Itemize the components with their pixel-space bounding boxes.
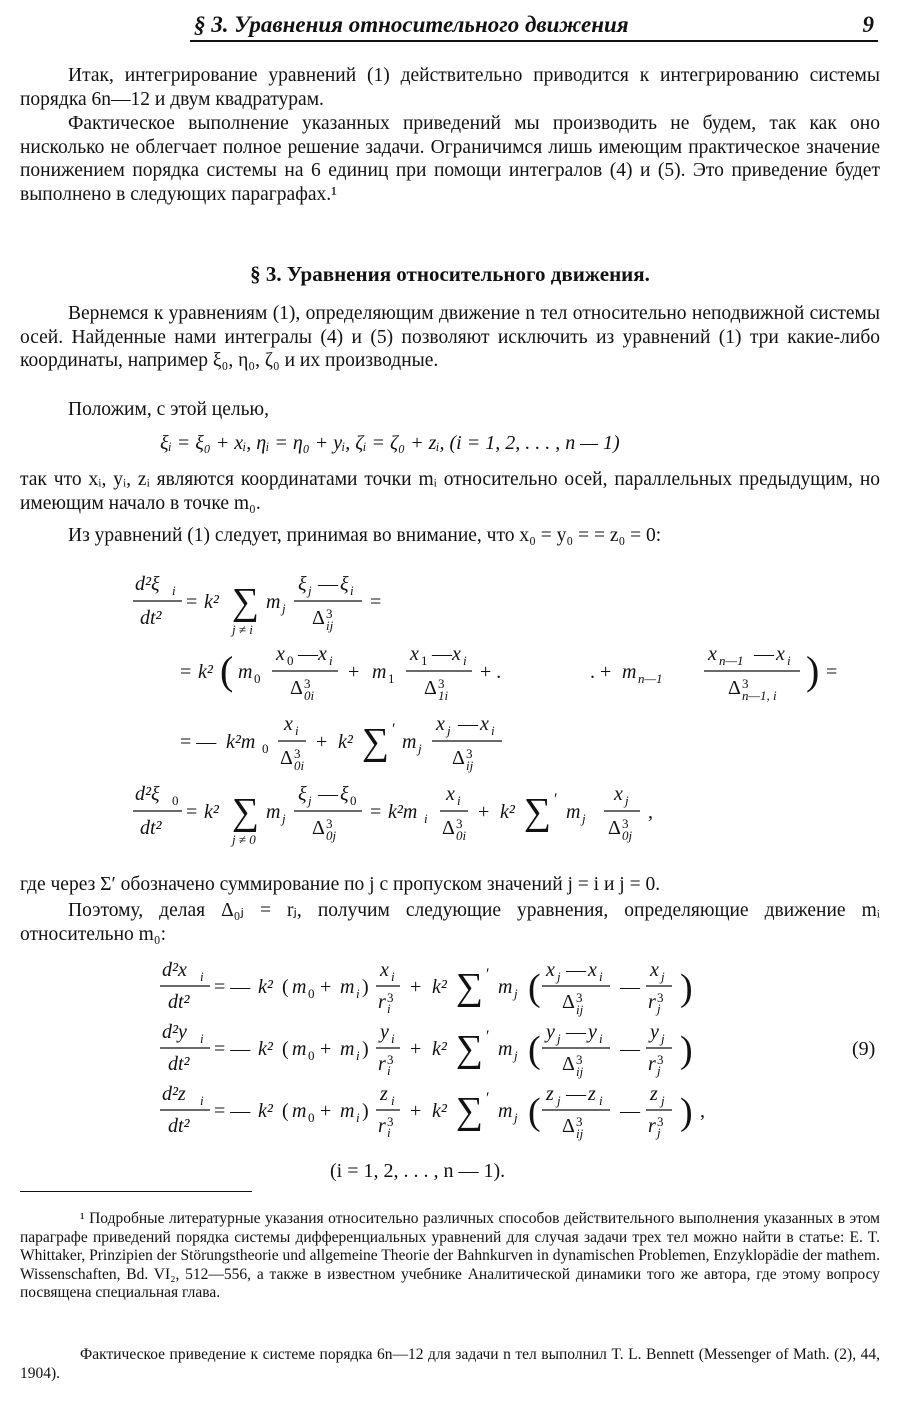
svg-text:′: ′: [392, 721, 396, 738]
svg-text:i: i: [599, 1093, 603, 1108]
svg-text:dt²: dt²: [168, 1115, 190, 1137]
svg-text:+: +: [320, 1100, 332, 1122]
svg-text:dt²: dt²: [168, 991, 190, 1013]
svg-text:z: z: [650, 1083, 658, 1105]
svg-text:d²z: d²z: [162, 1083, 186, 1105]
svg-text:n—1: n—1: [638, 671, 663, 686]
svg-text:ij: ij: [576, 1064, 584, 1079]
svg-text:r: r: [378, 1115, 386, 1137]
svg-text:i: i: [350, 583, 354, 598]
svg-text:∑: ∑: [456, 1090, 484, 1132]
paragraph-6: Из уравнений (1) следует, принимая во внимание, что x₀ = y₀ = = z₀ = 0:: [68, 525, 662, 546]
svg-text:′: ′: [486, 966, 490, 983]
page-number: 9: [862, 12, 874, 37]
svg-text:—: —: [754, 643, 774, 665]
svg-text:3: 3: [438, 676, 445, 691]
svg-text:i: i: [329, 653, 333, 668]
svg-text:x: x: [614, 783, 623, 805]
svg-text:′: ′: [486, 1028, 490, 1045]
svg-text:m: m: [402, 731, 417, 753]
svg-text:k²: k²: [432, 1100, 447, 1122]
paragraph-2: Фактическое выполнение указанных приведений мы производить не будем, так как оно нисколько не облегчает полное решение задачи. Ограничимся лишь имеющим практическое значение понижением порядка системы на 6 единиц при помощи интегралов (4) и (5). Это приведение будет выполнено в следующих параграфах.¹: [20, 113, 880, 205]
footnote-separator: [20, 1191, 252, 1192]
paragraph-4: Положим, с этой целью,: [68, 399, 269, 420]
svg-text:y: y: [588, 1021, 597, 1043]
svg-text:3: 3: [294, 746, 301, 761]
section-title: § 3. Уравнения относительного движения.: [250, 262, 650, 286]
svg-text:0i: 0i: [294, 758, 305, 773]
svg-text:i: i: [172, 583, 176, 598]
equation-block-9: [0, 958, 900, 1158]
svg-text:m: m: [566, 801, 581, 823]
svg-text:k²: k²: [258, 1100, 273, 1122]
svg-text:+: +: [410, 976, 422, 998]
svg-text:—: —: [298, 643, 318, 665]
svg-text:3: 3: [657, 1114, 664, 1129]
svg-text:3: 3: [326, 606, 333, 621]
svg-text:0i: 0i: [456, 828, 467, 843]
svg-text:y: y: [546, 1021, 555, 1043]
svg-text:—: —: [458, 713, 478, 735]
svg-text:j: j: [282, 601, 286, 616]
svg-text:m: m: [340, 1038, 355, 1060]
svg-text:x: x: [480, 713, 489, 735]
header-title: § 3. Уравнения относительного движения: [194, 12, 629, 37]
svg-text:j: j: [582, 811, 586, 826]
svg-text:Δ: Δ: [562, 1053, 575, 1075]
svg-text:(: (: [528, 967, 541, 1009]
svg-text:k²m: k²m: [388, 801, 418, 823]
svg-text:,: ,: [648, 801, 653, 823]
svg-text:i: i: [356, 1110, 360, 1125]
svg-text:j ≠ i: j ≠ i: [232, 622, 253, 637]
svg-text:k²: k²: [500, 801, 515, 823]
svg-text:1: 1: [388, 671, 395, 686]
svg-text:i: i: [424, 811, 428, 826]
svg-text:i: i: [387, 1063, 391, 1078]
svg-text:+: +: [316, 731, 328, 753]
svg-text:=: =: [370, 801, 382, 823]
paragraph-5: так что xᵢ, yᵢ, zᵢ являются координатами точки mᵢ относительно осей, параллельных предыдущим, но имеющим начало в точке m₀.: [20, 469, 880, 514]
svg-text:+ .: + .: [480, 661, 502, 683]
svg-text:∑: ∑: [456, 1028, 484, 1070]
svg-text:ij: ij: [576, 1002, 584, 1017]
svg-text:= —: = —: [180, 731, 217, 753]
svg-text:i: i: [356, 986, 360, 1001]
svg-text:i: i: [356, 1048, 360, 1063]
svg-text:i: i: [387, 1125, 391, 1140]
svg-text:k²: k²: [338, 731, 353, 753]
svg-text:= —: = —: [214, 1100, 251, 1122]
equation-number-9: (9): [852, 1038, 876, 1060]
svg-text:): ): [680, 1091, 693, 1133]
svg-text:j: j: [661, 969, 665, 984]
svg-text:i: i: [457, 793, 461, 808]
svg-text:3: 3: [326, 816, 333, 831]
svg-text:3: 3: [622, 816, 629, 831]
svg-text:x: x: [452, 643, 461, 665]
svg-text:=: =: [370, 591, 382, 613]
equation-block-xi: [0, 568, 900, 868]
svg-text:0: 0: [172, 793, 179, 808]
svg-text:∑: ∑: [524, 791, 552, 833]
svg-text:i: i: [599, 1031, 603, 1046]
svg-text:0: 0: [350, 793, 357, 808]
svg-text:m: m: [498, 1100, 513, 1122]
svg-text:i: i: [463, 653, 467, 668]
svg-text:x: x: [276, 643, 285, 665]
svg-text:k²: k²: [204, 591, 219, 613]
svg-text:dt²: dt²: [140, 817, 162, 839]
svg-text:—: —: [566, 1083, 586, 1105]
footnote-2: Фактическое приведение к системе порядка 6n—12 для задачи n тел выполнил T. L. Bennett (Messenger of Math. (2), 44, 1904).: [20, 1346, 880, 1382]
svg-text:Δ: Δ: [424, 677, 437, 699]
svg-text:x: x: [546, 959, 555, 981]
svg-text:): ): [680, 1029, 693, 1071]
svg-text:r: r: [378, 991, 386, 1013]
svg-text:r: r: [648, 991, 656, 1013]
svg-text:1: 1: [421, 653, 428, 668]
svg-text:0j: 0j: [326, 828, 337, 843]
svg-text:d²ξ: d²ξ: [135, 783, 160, 805]
paragraph-8: Поэтому, делая Δ₀ⱼ = rⱼ, получим следующие уравнения, определяющие движение mᵢ относительно m₀:: [20, 900, 880, 945]
svg-text:n—1, i: n—1, i: [742, 688, 777, 703]
svg-text:k²m: k²m: [226, 731, 256, 753]
svg-text:m: m: [266, 801, 281, 823]
svg-text:i: i: [391, 1031, 395, 1046]
svg-text:): ): [362, 1100, 369, 1122]
svg-text:j: j: [447, 723, 451, 738]
svg-text:j: j: [557, 1093, 561, 1108]
svg-text:ξ: ξ: [340, 573, 349, 595]
svg-text:i: i: [200, 1031, 204, 1046]
svg-text:ξ: ξ: [298, 783, 307, 805]
svg-text:x: x: [436, 713, 445, 735]
svg-text:d²x: d²x: [162, 959, 187, 981]
svg-text:∑: ∑: [362, 721, 390, 763]
svg-text:3: 3: [576, 1052, 583, 1067]
svg-text:z: z: [380, 1083, 388, 1105]
svg-text:∑: ∑: [232, 581, 260, 623]
svg-text:Δ: Δ: [728, 677, 741, 699]
svg-text:+: +: [478, 801, 490, 823]
svg-text:0: 0: [262, 741, 269, 756]
paragraph-7: где через Σ′ обозначено суммирование по j с пропуском значений j = i и j = 0.: [20, 874, 661, 895]
running-header: [190, 6, 878, 42]
svg-text:+: +: [320, 1038, 332, 1060]
svg-text:j: j: [657, 1063, 661, 1078]
svg-text:y: y: [650, 1021, 659, 1043]
svg-text:. +: . +: [590, 661, 612, 683]
svg-text:Δ: Δ: [608, 817, 621, 839]
svg-text:—: —: [566, 959, 586, 981]
svg-text:3: 3: [304, 676, 311, 691]
svg-text:d²ξ: d²ξ: [135, 573, 160, 595]
svg-text:+: +: [410, 1100, 422, 1122]
svg-text:j: j: [514, 1048, 518, 1063]
svg-text:ij: ij: [326, 618, 334, 633]
svg-text:x: x: [380, 959, 389, 981]
svg-text:r: r: [378, 1053, 386, 1075]
svg-text:n—1: n—1: [719, 653, 744, 668]
svg-text:i: i: [491, 723, 495, 738]
svg-text:m: m: [292, 1038, 307, 1060]
svg-text:i: i: [200, 969, 204, 984]
svg-text:Δ: Δ: [562, 1115, 575, 1137]
svg-text:0: 0: [308, 1110, 315, 1125]
svg-text:dt²: dt²: [168, 1053, 190, 1075]
svg-text:∑: ∑: [232, 791, 260, 833]
svg-text:m: m: [238, 661, 253, 683]
svg-text:—: —: [620, 1038, 640, 1060]
svg-text:j: j: [514, 986, 518, 1001]
svg-text:k²: k²: [432, 1038, 447, 1060]
svg-text:Δ: Δ: [442, 817, 455, 839]
svg-text:=: =: [186, 591, 198, 613]
svg-text:i: i: [787, 653, 791, 668]
footnote-1: ¹ Подробные литературные указания относительно различных способов действительного выполнения указанных в этом параграфе приведений порядка системы дифференциальных уравнений для случая задачи трех тел можно найти в статье: E. T. Whittaker, Prinzipien der Störungstheorie und allgemeine Theorie der Bahnkurven in dynamischen Problemen, Enzyklopädie der mathem. Wissenschaften, Bd. VI₂, 512—556, а также в известном учебнике Аналитической динамики того же автора, где этому вопросу посвящена специальная глава.: [20, 1210, 880, 1301]
svg-text:ξ: ξ: [298, 573, 307, 595]
svg-text:j: j: [661, 1093, 665, 1108]
svg-text:j: j: [308, 583, 312, 598]
svg-text:i: i: [200, 1093, 204, 1108]
svg-text:r: r: [648, 1115, 656, 1137]
svg-text:y: y: [380, 1021, 389, 1043]
svg-text:k²: k²: [198, 661, 213, 683]
svg-text:3: 3: [387, 1052, 394, 1067]
svg-text:d²y: d²y: [162, 1021, 187, 1043]
svg-text:dt²: dt²: [140, 607, 162, 629]
svg-text:z: z: [546, 1083, 554, 1105]
svg-text:0j: 0j: [622, 828, 633, 843]
svg-text:(: (: [220, 648, 234, 693]
svg-text:Δ: Δ: [290, 677, 303, 699]
svg-text:j: j: [657, 1001, 661, 1016]
paragraph-1: Итак, интегрирование уравнений (1) действительно приводится к интегрированию системы порядка 6n—12 и двум квадратурам.: [20, 65, 880, 110]
svg-text:(: (: [282, 1038, 289, 1060]
svg-text:j: j: [418, 741, 422, 756]
svg-text:k²: k²: [258, 1038, 273, 1060]
svg-text:ξ: ξ: [340, 783, 349, 805]
svg-text:(: (: [528, 1091, 541, 1133]
svg-text:3: 3: [466, 746, 473, 761]
paragraph-3: Вернемся к уравнениям (1), определяющим движение n тел относительно неподвижной системы осей. Найденные нами интегралы (4) и (5) позволяют исключить из уравнений (1) три какие-либо координаты, например ξ₀, η₀, ζ₀ и их производные.: [20, 303, 880, 371]
svg-text:m: m: [292, 1100, 307, 1122]
svg-text:x: x: [776, 643, 785, 665]
svg-text:= —: = —: [214, 976, 251, 998]
svg-text:(: (: [528, 1029, 541, 1071]
svg-text:r: r: [648, 1053, 656, 1075]
index-range: (i = 1, 2, . . . , n — 1).: [330, 1160, 506, 1182]
svg-text:3: 3: [657, 1052, 664, 1067]
svg-text:j: j: [308, 793, 312, 808]
svg-text:—: —: [318, 573, 338, 595]
svg-text:ij: ij: [576, 1126, 584, 1141]
svg-text:m: m: [622, 661, 637, 683]
svg-text:—: —: [566, 1021, 586, 1043]
svg-text:m: m: [266, 591, 281, 613]
svg-text:j: j: [625, 793, 629, 808]
svg-text:i: i: [599, 969, 603, 984]
svg-text:= —: = —: [214, 1038, 251, 1060]
svg-text:m: m: [340, 976, 355, 998]
svg-text:(: (: [282, 1100, 289, 1122]
svg-text:(: (: [282, 976, 289, 998]
svg-text:,: ,: [700, 1100, 705, 1122]
svg-text:x: x: [410, 643, 419, 665]
svg-text:m: m: [498, 1038, 513, 1060]
svg-text:0: 0: [308, 1048, 315, 1063]
svg-text:0: 0: [254, 671, 261, 686]
svg-text:3: 3: [657, 990, 664, 1005]
svg-text:j: j: [657, 1125, 661, 1140]
svg-text:=: =: [186, 801, 198, 823]
svg-text:i: i: [387, 1001, 391, 1016]
svg-text:): ): [362, 1038, 369, 1060]
svg-text:): ): [806, 648, 820, 693]
svg-text:m: m: [498, 976, 513, 998]
svg-text:—: —: [432, 643, 452, 665]
svg-text:x: x: [318, 643, 327, 665]
svg-text:i: i: [391, 969, 395, 984]
svg-text:j: j: [282, 811, 286, 826]
svg-text:): ): [362, 976, 369, 998]
svg-text:m: m: [340, 1100, 355, 1122]
svg-text:ij: ij: [466, 758, 474, 773]
svg-text:x: x: [708, 643, 717, 665]
svg-text:3: 3: [576, 990, 583, 1005]
svg-text:z: z: [588, 1083, 596, 1105]
svg-text:+: +: [348, 661, 360, 683]
svg-text:x: x: [446, 783, 455, 805]
svg-text:k²: k²: [258, 976, 273, 998]
svg-text:—: —: [620, 1100, 640, 1122]
svg-text:m: m: [292, 976, 307, 998]
svg-text:Δ: Δ: [562, 991, 575, 1013]
svg-text:k²: k²: [204, 801, 219, 823]
svg-text:Δ: Δ: [280, 747, 293, 769]
substitution-equation: ξᵢ = ξ₀ + xᵢ, ηᵢ = η₀ + yᵢ, ζᵢ = ζ₀ + zᵢ, (i = 1, 2, . . . , n — 1): [160, 432, 620, 454]
svg-text:3: 3: [387, 990, 394, 1005]
svg-text:′: ′: [554, 791, 558, 808]
svg-text:=: =: [826, 661, 838, 683]
svg-text:i: i: [295, 723, 299, 738]
svg-text:3: 3: [576, 1114, 583, 1129]
svg-text:=: =: [180, 661, 192, 683]
svg-text:Δ: Δ: [312, 607, 325, 629]
svg-text:Δ: Δ: [312, 817, 325, 839]
svg-text:0: 0: [308, 986, 315, 1001]
svg-text:k²: k²: [432, 976, 447, 998]
svg-text:j: j: [661, 1031, 665, 1046]
svg-text:0i: 0i: [304, 688, 315, 703]
svg-text:j: j: [514, 1110, 518, 1125]
svg-text:x: x: [588, 959, 597, 981]
svg-text:0: 0: [287, 653, 294, 668]
svg-text:x: x: [650, 959, 659, 981]
svg-text:∑: ∑: [456, 966, 484, 1008]
svg-text:i: i: [391, 1093, 395, 1108]
svg-text:3: 3: [456, 816, 463, 831]
svg-text:Δ: Δ: [452, 747, 465, 769]
svg-text:3: 3: [387, 1114, 394, 1129]
svg-text:′: ′: [486, 1090, 490, 1107]
svg-text:+: +: [410, 1038, 422, 1060]
svg-text:m: m: [372, 661, 387, 683]
svg-text:—: —: [620, 976, 640, 998]
svg-text:3: 3: [742, 676, 749, 691]
svg-text:+: +: [320, 976, 332, 998]
svg-text:j: j: [557, 1031, 561, 1046]
svg-text:j: j: [557, 969, 561, 984]
svg-text:1i: 1i: [438, 688, 449, 703]
svg-text:—: —: [318, 783, 338, 805]
svg-text:): ): [680, 967, 693, 1009]
svg-text:x: x: [284, 713, 293, 735]
svg-text:j ≠ 0: j ≠ 0: [232, 832, 256, 847]
